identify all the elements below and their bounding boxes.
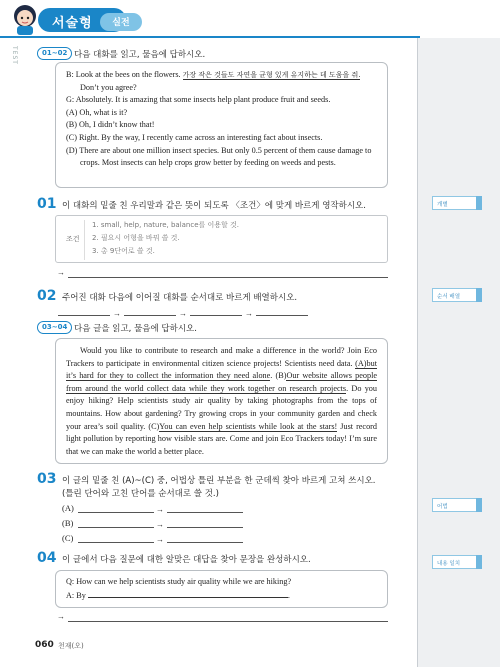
condition-box	[55, 215, 388, 263]
fill-row-label: (A)	[62, 503, 74, 513]
order-blank[interactable]	[58, 315, 110, 316]
fill-arrow: →	[156, 535, 164, 544]
answer-arrow: →	[57, 612, 65, 621]
answer-line[interactable]	[68, 277, 388, 278]
page-subtitle: 실전	[100, 13, 142, 31]
dialog-line: (B) Oh, I didn’t know that!	[66, 120, 155, 130]
side-tab-3[interactable]: 어법	[432, 498, 476, 512]
question-instruction: 이 글에서 다음 질문에 대한 알맞은 대답을 찾아 문장을 완성하시오.	[62, 555, 311, 565]
condition-divider	[84, 220, 85, 260]
side-tab-strip	[476, 498, 482, 512]
mascot-icon	[8, 2, 42, 36]
page-title: 서술형	[38, 8, 126, 32]
condition-item: 2. 필요시 어형을 바꿔 쓸 것.	[92, 234, 180, 242]
question-instruction: 다음 대화를 읽고, 물음에 답하시오.	[74, 50, 206, 60]
fill-row-label: (C)	[62, 533, 74, 543]
dialog-line: (A) Oh, what is it?	[66, 107, 128, 117]
dialog-line: Don’t you agree?	[80, 82, 137, 92]
qa-box	[55, 570, 388, 608]
order-arrow: →	[113, 309, 121, 318]
fill-blank[interactable]	[167, 512, 243, 513]
fill-blank[interactable]	[167, 542, 243, 543]
fill-arrow: →	[156, 505, 164, 514]
order-arrow: →	[179, 309, 187, 318]
condition-item: 3. 총 9단어로 쓸 것.	[92, 247, 155, 255]
order-blank[interactable]	[256, 315, 308, 316]
side-divider	[417, 0, 418, 667]
side-tab-4[interactable]: 내용 일치	[432, 555, 476, 569]
fill-blank[interactable]	[167, 527, 243, 528]
fill-blank[interactable]	[78, 527, 154, 528]
fill-blank[interactable]	[78, 512, 154, 513]
passage-text: Would you like to contribute to research and make a difference in the world? Join Eco Trackers to participate in environmental citizen science projects! Scientists need data. (A)but it’s hard for they to collect the information they need alone. (B)Our website allows people from around the world collect data while they work together on research projects. Do you enjoy hiking? Help scientists study air quality by taking photographs from the tops of mountains. How about gardening? Try growing crops in your community garden and check your area’s soil quality. (C)You can even help scientists while look at the stars! Just record light pollution by reporting how visible stars are. Come and join Eco Trackers today! I’m sure that we can make the world a better place.	[66, 346, 377, 456]
page-source: 천재(오)	[58, 642, 84, 650]
question-instruction: 이 대화의 밑줄 친 우리말과 같은 뜻이 되도록 〈조건〉에 맞게 바르게 영작하시오.	[62, 201, 366, 211]
question-range-pill: 01~02	[37, 47, 72, 60]
side-tab-strip	[476, 288, 482, 302]
page-number: 060	[35, 640, 54, 650]
question-number: 03	[37, 471, 57, 487]
dialog-line: (C) Right. By the way, I recently came across an interesting fact about insects.	[66, 132, 323, 142]
fill-arrow: →	[156, 520, 164, 529]
question-instruction: 다음 글을 읽고, 물음에 답하시오.	[74, 324, 197, 334]
order-blank[interactable]	[124, 315, 176, 316]
question-note: (틀린 단어와 고친 단어를 순서대로 쓸 것.)	[62, 489, 219, 499]
fill-row-label: (B)	[62, 518, 74, 528]
question-instruction: 이 글의 밑줄 친 (A)~(C) 중, 어법상 틀린 부분을 한 군데씩 찾아 바르게 고쳐 쓰시오.	[62, 476, 376, 486]
question-number: 02	[37, 288, 57, 304]
question-number: 04	[37, 550, 57, 566]
question-instruction: 주어진 대화 다음에 이어질 대화를 순서대로 바르게 배열하시오.	[62, 293, 298, 303]
side-label: TEST	[11, 46, 18, 65]
order-blank[interactable]	[190, 315, 242, 316]
qa-answer: A: By .	[66, 590, 290, 600]
answer-line[interactable]	[68, 621, 388, 622]
qa-answer-blank[interactable]	[88, 589, 288, 598]
question-range-pill: 03~04	[37, 321, 72, 334]
answer-arrow: →	[57, 268, 65, 277]
question-number: 01	[37, 196, 57, 212]
fill-blank[interactable]	[78, 542, 154, 543]
order-arrow: →	[245, 309, 253, 318]
side-tab-strip	[476, 196, 482, 210]
side-tab-2[interactable]: 순서 배열	[432, 288, 476, 302]
dialog-line: G: Absolutely. It is amazing that some insects help plant produce fruit and seeds.	[66, 95, 331, 105]
dialog-line: B: Look at the bees on the flowers. 가장 작은 것들도 자연을 균형 있게 유지하는 데 도움을 줘.	[66, 70, 361, 79]
qa-question: Q: How can we help scientists study air quality while we are hiking?	[66, 577, 292, 586]
side-tab-1[interactable]: 개별	[432, 196, 476, 210]
header-rule	[0, 36, 420, 38]
dialog-line: (D) There are about one million insect species. But only 0.5 percent of them cause damage to crops. Most insects can help crops grow better by feeding on weeds and pests.	[66, 145, 372, 168]
side-tab-strip	[476, 555, 482, 569]
condition-tag: 조건	[66, 235, 80, 243]
dialog-box	[55, 62, 388, 188]
passage-box	[55, 338, 388, 464]
condition-item: 1. small, help, nature, balance를 이용할 것.	[92, 221, 240, 229]
